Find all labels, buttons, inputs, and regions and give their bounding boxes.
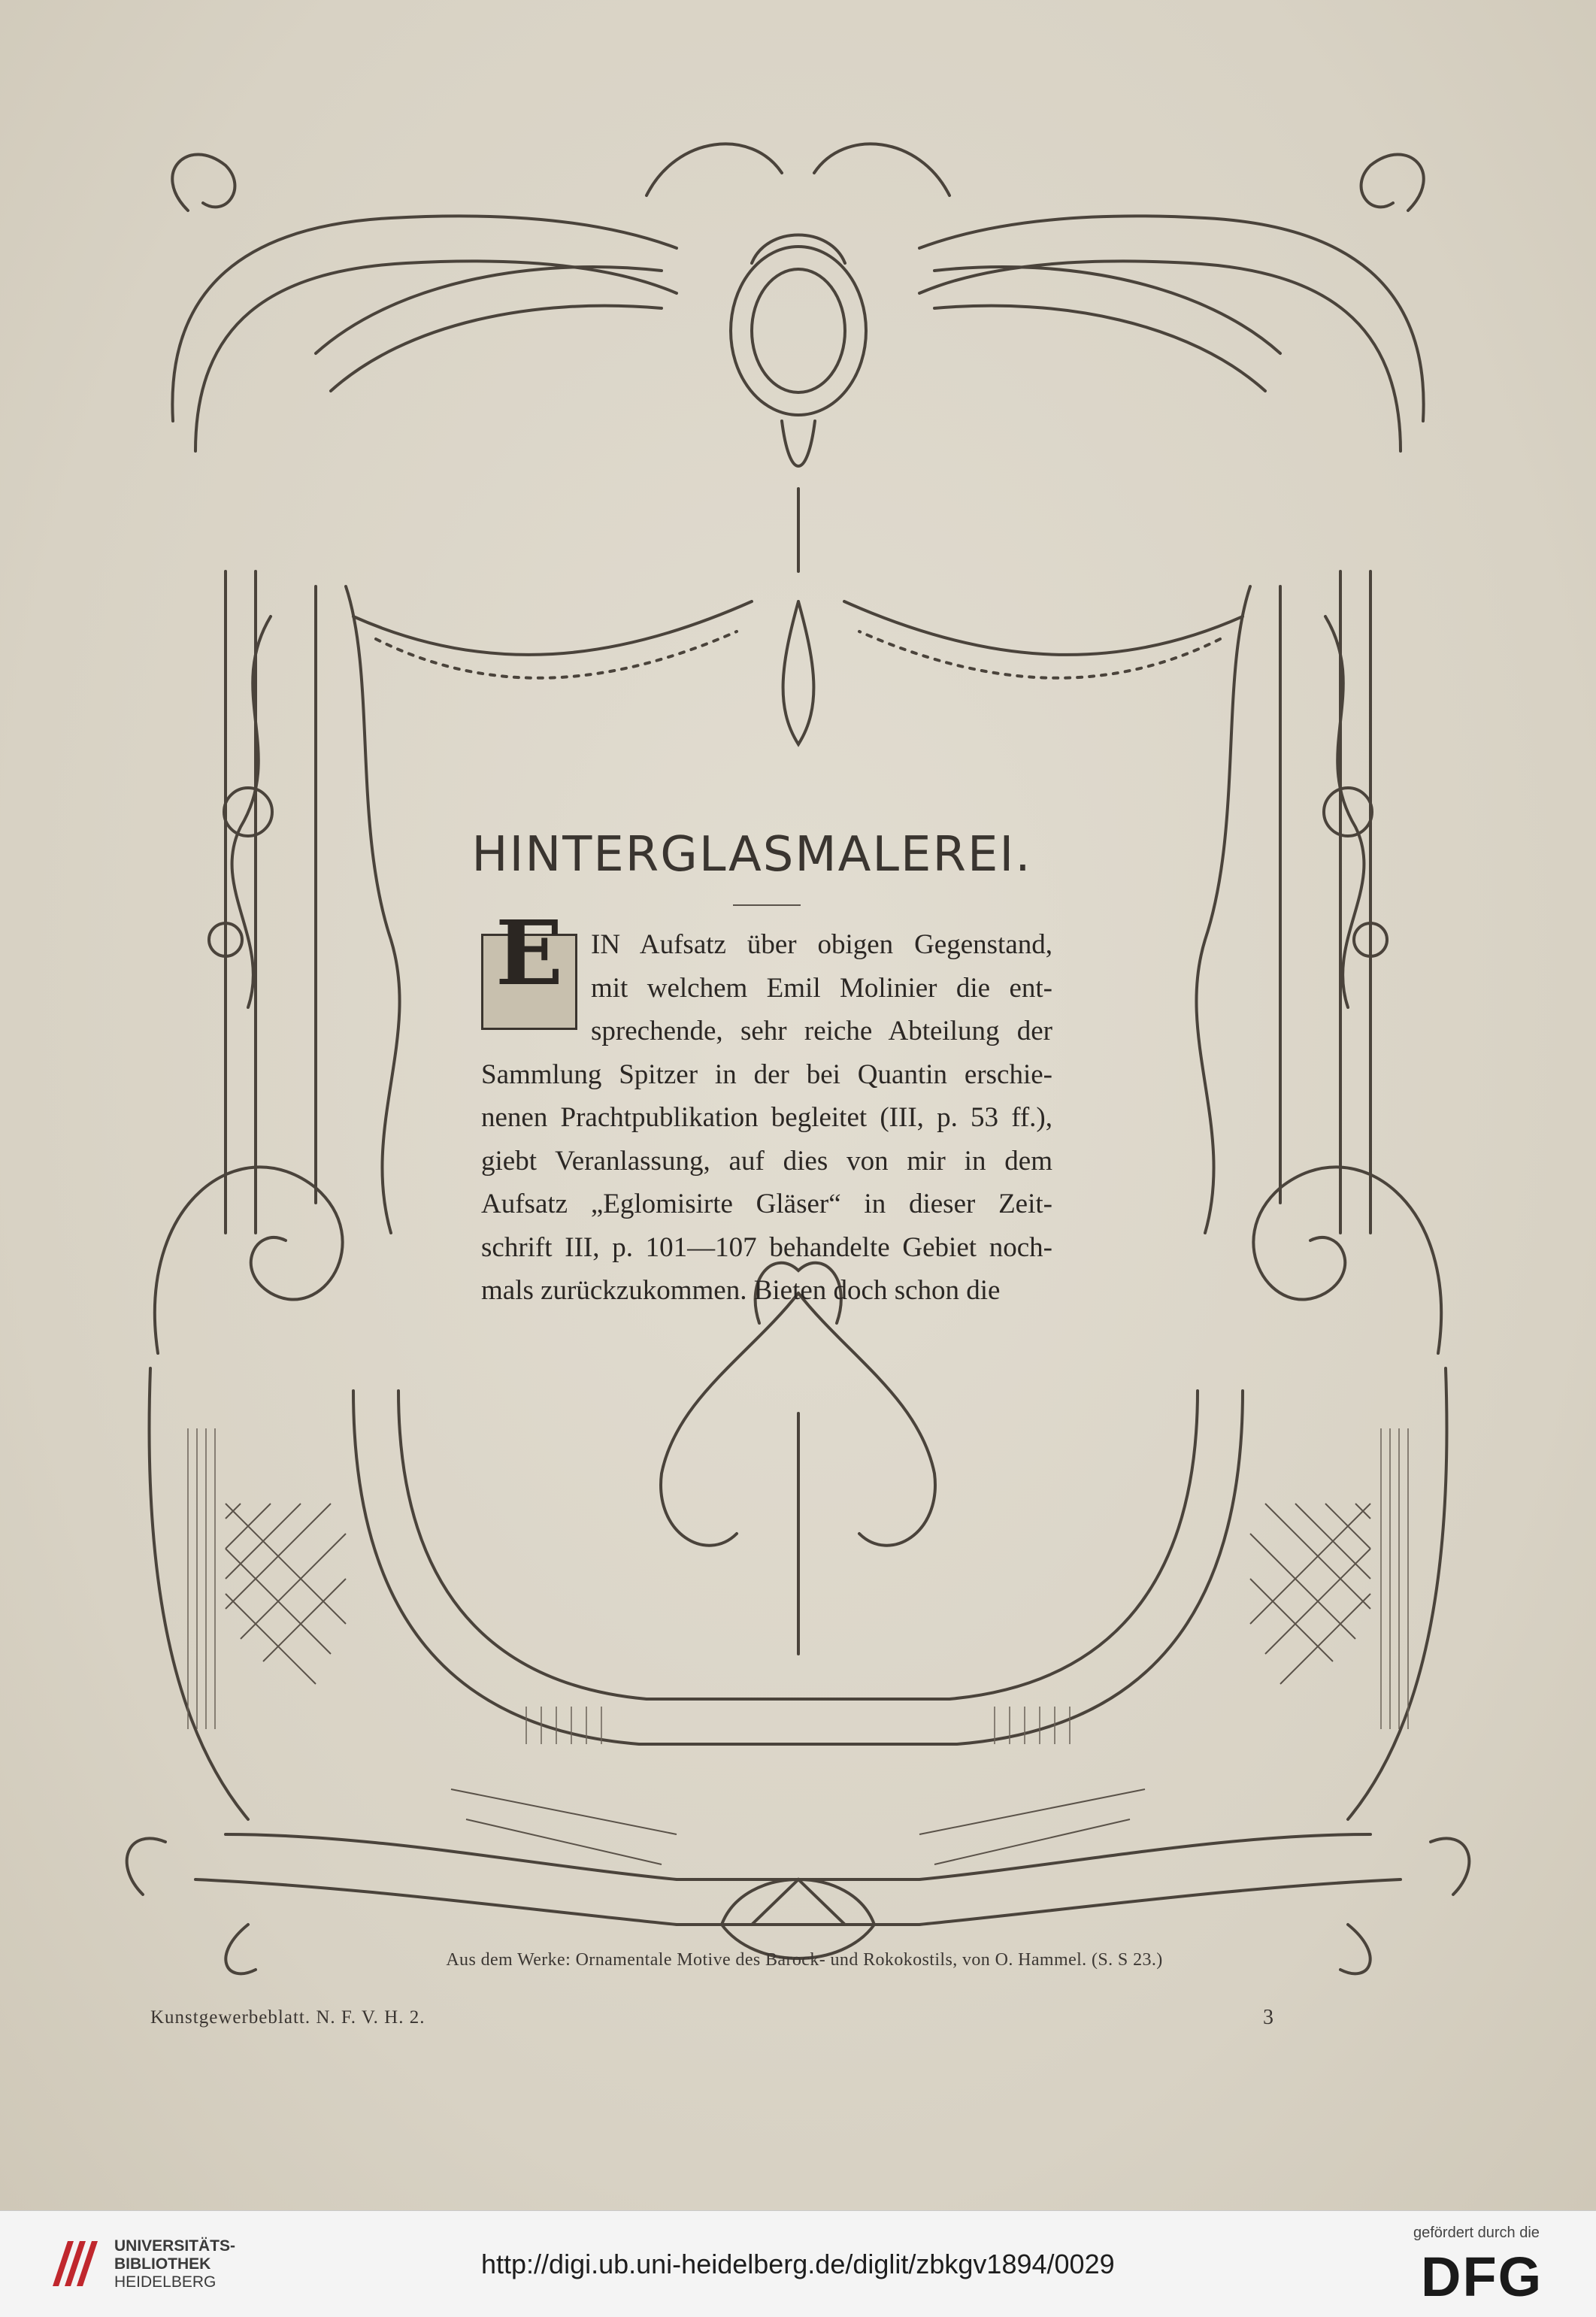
text-line: schrift III, p. 101—107 behandelte Gebiet noch-: [481, 1231, 1052, 1263]
permalink[interactable]: http://digi.ub.uni-heidelberg.de/diglit/zbkgv1894/0029: [481, 2249, 1115, 2279]
text-line: mals zurückzukommen. Bieten doch schon die: [481, 1275, 1001, 1306]
text-line: sprechende, sehr reiche Abteilung der: [591, 1016, 1052, 1046]
article-title: HINTERGLASMALEREI.: [471, 827, 1032, 883]
library-name-line: BIBLIOTHEK: [114, 2255, 211, 2273]
drop-cap-letter: E: [495, 901, 563, 1005]
sponsor-label: gefördert durch die: [1413, 2225, 1540, 2241]
dfg-logo: DFG: [1421, 2246, 1543, 2308]
running-head: Kunstgewerbeblatt. N. F. V. H. 2.: [150, 2007, 425, 2028]
text-line: mit welchem Emil Molinier die ent-: [591, 972, 1052, 1004]
page-number: 3: [1263, 2006, 1273, 2029]
text-line: IN Aufsatz über obigen Gegenstand,: [591, 929, 1052, 960]
figure-caption: Aus dem Werke: Ornamentale Motive des Barock- und Rokokostils, von O. Hammel. (S. S 23.): [446, 1950, 1163, 1970]
viewer-footer: [0, 2210, 1596, 2317]
text-line: giebt Veranlassung, auf dies von mir in dem: [481, 1145, 1052, 1177]
text-line: nenen Prachtpublikation begleitet (III, p. 53 ff.),: [481, 1102, 1052, 1133]
text-line: Aufsatz „Eglomisirte Gläser“ in dieser Zeit-: [481, 1189, 1052, 1219]
library-name: [114, 2237, 235, 2291]
text-line: Sammlung Spitzer in der bei Quantin erschie-: [481, 1059, 1052, 1090]
article-body: [481, 901, 1052, 1313]
drop-cap: [481, 901, 577, 1030]
library-name-line: UNIVERSITÄTS-: [114, 2237, 236, 2255]
library-name-line: HEIDELBERG: [114, 2273, 217, 2291]
title-divider: [733, 904, 801, 906]
university-library-logo-icon: [45, 2234, 105, 2294]
